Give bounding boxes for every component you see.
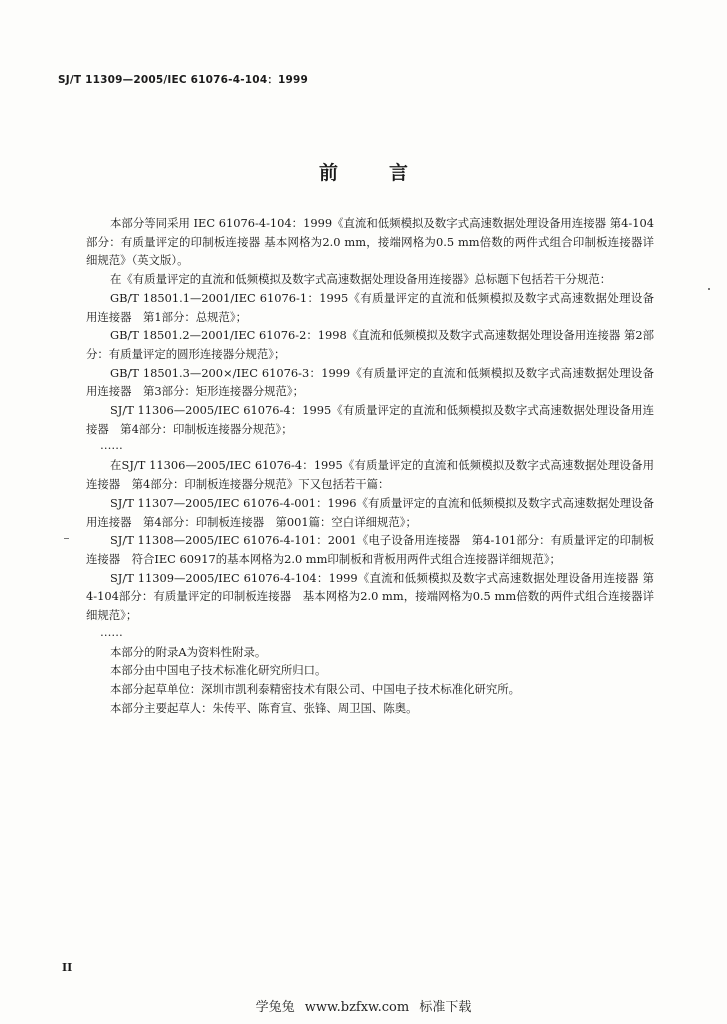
page-title	[0, 158, 727, 185]
foreword-body	[86, 214, 654, 718]
paragraph-drafters: 本部分主要起草人：朱传平、陈育宣、张锋、周卫国、陈奥。	[110, 700, 418, 715]
paragraph-drafting-units: 本部分起草单位：深圳市凯利泰精密技术有限公司、中国电子技术标准化研究所。	[110, 682, 521, 697]
paragraph-spec-1: GB/T 18501.1—2001/IEC 61076-1：1995《有质量评定的直流和低频模拟及数字式高速数据处理设备用连接器 第1部分：总规范》；	[86, 290, 654, 324]
paragraph-part-101: SJ/T 11308—2005/IEC 61076-4-101：2001《电子设备用连接器 第4-101部分：有质量评定的印制板连接器 符合IEC 60917的基本网格为2.0 mm印制板和背板用两件式组合连接器详细规范》；	[86, 533, 654, 566]
scan-speck	[708, 288, 710, 290]
page-number: II	[62, 961, 73, 974]
paragraph-part-001: SJ/T 11307—2005/IEC 61076-4-001：1996《有质量评定的直流和低频模拟及数字式高速数据处理设备用连接器 第4部分：印制板连接器 第001篇：空白详细规范》；	[86, 495, 654, 529]
paragraph-series: 在《有质量评定的直流和低频模拟及数字式高速数据处理设备用连接器》总标题下包括若干分规范：	[110, 272, 612, 287]
scan-tick	[64, 538, 69, 539]
title-char-2: 言	[388, 162, 408, 184]
paragraph-subseries: 在SJ/T 11306—2005/IEC 61076-4：1995《有质量评定的直流和低频模拟及数字式高速数据处理设备用连接器 第4部分：印制板连接器分规范》下又包括若干篇：	[86, 458, 654, 492]
document-code-header: SJ/T 11309—2005/IEC 61076-4-104：1999	[58, 74, 309, 86]
paragraph-spec-4: SJ/T 11306—2005/IEC 61076-4：1995《有质量评定的直流和低频模拟及数字式高速数据处理设备用连接器 第4部分：印制板连接器分规范》；	[86, 403, 654, 436]
paragraph-spec-2: GB/T 18501.2—2001/IEC 61076-2：1998《直流和低频模拟及数字式高速数据处理设备用连接器 第2部分：有质量评定的圆形连接器分规范》；	[86, 328, 654, 361]
title-char-1: 前	[318, 162, 338, 184]
paragraph-part-104: SJ/T 11309—2005/IEC 61076-4-104：1999《直流和低频模拟及数字式高速数据处理设备用连接器 第4-104部分：有质量评定的印制板连接器 基本网格为2.0 mm，接端网格为0.5 mm倍数的两件式组合连接器详细规范》；	[86, 570, 654, 623]
paragraph-annex: 本部分的附录A为资料性附录。	[110, 644, 267, 659]
ellipsis-1: ……	[100, 438, 123, 453]
ellipsis-2: ……	[100, 624, 123, 639]
paragraph-authority: 本部分由中国电子技术标准化研究所归口。	[110, 663, 327, 678]
paragraph-intro: 本部分等同采用 IEC 61076-4-104：1999《直流和低频模拟及数字式高速数据处理设备用连接器 第4-104部分：有质量评定的印制板连接器 基本网格为2.0 mm，接端网格为0.5 mm倍数的两件式组合印制板连接器详细规范》（英文版）。	[86, 216, 654, 268]
paragraph-spec-3: GB/T 18501.3—200×/IEC 61076-3：1999《有质量评定的直流和低频模拟及数字式高速数据处理设备用连接器 第3部分：矩形连接器分规范》；	[86, 365, 654, 399]
watermark-footer: 学兔兔 www.bzfxw.com 标准下载	[255, 1000, 472, 1015]
